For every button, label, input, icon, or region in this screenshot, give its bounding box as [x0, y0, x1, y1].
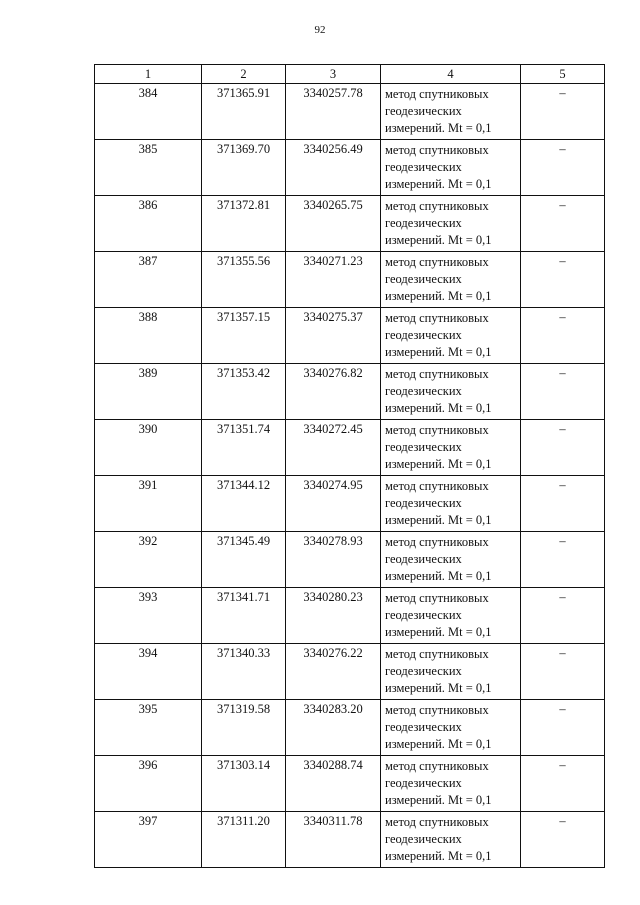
method-line: геодезических	[385, 440, 462, 454]
table-row	[95, 700, 605, 756]
y-coordinate: 3340311.78	[286, 812, 381, 868]
method-line: геодезических	[385, 496, 462, 510]
y-coordinate: 3340276.82	[286, 364, 381, 420]
method-description	[381, 252, 521, 308]
page-number: 92	[314, 24, 326, 36]
table-row	[95, 588, 605, 644]
column-header: 3	[286, 65, 381, 84]
method-line: геодезических	[385, 720, 462, 734]
y-coordinate: 3340276.22	[286, 644, 381, 700]
x-coordinate: 371345.49	[202, 532, 286, 588]
method-line: метод спутниковых	[385, 759, 489, 773]
table-row	[95, 84, 605, 140]
table-row	[95, 812, 605, 868]
table-row	[95, 532, 605, 588]
method-line: измерений. Mt = 0,1	[385, 625, 492, 639]
method-line: геодезических	[385, 384, 462, 398]
method-description	[381, 812, 521, 868]
point-number: 394	[95, 644, 202, 700]
table-row	[95, 196, 605, 252]
y-coordinate: 3340283.20	[286, 700, 381, 756]
y-coordinate: 3340257.78	[286, 84, 381, 140]
method-description	[381, 364, 521, 420]
x-coordinate: 371365.91	[202, 84, 286, 140]
method-line: метод спутниковых	[385, 143, 489, 157]
y-coordinate: 3340280.23	[286, 588, 381, 644]
y-coordinate: 3340256.49	[286, 140, 381, 196]
x-coordinate: 371319.58	[202, 700, 286, 756]
method-line: измерений. Mt = 0,1	[385, 121, 492, 135]
method-line: метод спутниковых	[385, 311, 489, 325]
note-dash: –	[521, 532, 605, 588]
method-line: метод спутниковых	[385, 647, 489, 661]
note-dash: –	[521, 588, 605, 644]
method-description	[381, 140, 521, 196]
method-description	[381, 532, 521, 588]
method-description	[381, 196, 521, 252]
method-description	[381, 644, 521, 700]
method-description	[381, 700, 521, 756]
method-line: измерений. Mt = 0,1	[385, 177, 492, 191]
method-line: геодезических	[385, 608, 462, 622]
x-coordinate: 371357.15	[202, 308, 286, 364]
table-row	[95, 252, 605, 308]
table-row	[95, 476, 605, 532]
method-line: геодезических	[385, 328, 462, 342]
x-coordinate: 371344.12	[202, 476, 286, 532]
coordinates-table	[94, 64, 605, 868]
y-coordinate: 3340274.95	[286, 476, 381, 532]
y-coordinate: 3340275.37	[286, 308, 381, 364]
x-coordinate: 371353.42	[202, 364, 286, 420]
table-header-row	[95, 65, 605, 84]
point-number: 393	[95, 588, 202, 644]
y-coordinate: 3340272.45	[286, 420, 381, 476]
method-description	[381, 420, 521, 476]
note-dash: –	[521, 140, 605, 196]
table-row	[95, 420, 605, 476]
y-coordinate: 3340265.75	[286, 196, 381, 252]
x-coordinate: 371369.70	[202, 140, 286, 196]
table-row	[95, 364, 605, 420]
x-coordinate: 371355.56	[202, 252, 286, 308]
method-line: метод спутниковых	[385, 367, 489, 381]
x-coordinate: 371341.71	[202, 588, 286, 644]
method-line: метод спутниковых	[385, 255, 489, 269]
column-header: 5	[521, 65, 605, 84]
x-coordinate: 371311.20	[202, 812, 286, 868]
note-dash: –	[521, 476, 605, 532]
method-description	[381, 84, 521, 140]
point-number: 388	[95, 308, 202, 364]
y-coordinate: 3340271.23	[286, 252, 381, 308]
method-description	[381, 476, 521, 532]
method-line: измерений. Mt = 0,1	[385, 457, 492, 471]
note-dash: –	[521, 812, 605, 868]
note-dash: –	[521, 756, 605, 812]
point-number: 390	[95, 420, 202, 476]
method-line: метод спутниковых	[385, 423, 489, 437]
y-coordinate: 3340288.74	[286, 756, 381, 812]
method-line: измерений. Mt = 0,1	[385, 737, 492, 751]
column-header: 4	[381, 65, 521, 84]
column-header: 1	[95, 65, 202, 84]
note-dash: –	[521, 644, 605, 700]
point-number: 386	[95, 196, 202, 252]
method-line: геодезических	[385, 104, 462, 118]
point-number: 397	[95, 812, 202, 868]
method-line: геодезических	[385, 832, 462, 846]
method-line: измерений. Mt = 0,1	[385, 793, 492, 807]
method-description	[381, 588, 521, 644]
table-row	[95, 756, 605, 812]
method-line: геодезических	[385, 216, 462, 230]
method-line: геодезических	[385, 776, 462, 790]
method-line: геодезических	[385, 160, 462, 174]
method-line: геодезических	[385, 552, 462, 566]
table-row	[95, 644, 605, 700]
method-line: метод спутниковых	[385, 535, 489, 549]
y-coordinate: 3340278.93	[286, 532, 381, 588]
point-number: 389	[95, 364, 202, 420]
note-dash: –	[521, 700, 605, 756]
method-line: измерений. Mt = 0,1	[385, 569, 492, 583]
x-coordinate: 371372.81	[202, 196, 286, 252]
method-line: измерений. Mt = 0,1	[385, 401, 492, 415]
x-coordinate: 371340.33	[202, 644, 286, 700]
method-line: метод спутниковых	[385, 815, 489, 829]
method-line: измерений. Mt = 0,1	[385, 513, 492, 527]
method-line: геодезических	[385, 664, 462, 678]
table-body	[95, 84, 605, 868]
method-description	[381, 308, 521, 364]
note-dash: –	[521, 308, 605, 364]
method-line: измерений. Mt = 0,1	[385, 233, 492, 247]
note-dash: –	[521, 252, 605, 308]
point-number: 384	[95, 84, 202, 140]
point-number: 391	[95, 476, 202, 532]
table-row	[95, 140, 605, 196]
table-row	[95, 308, 605, 364]
method-line: метод спутниковых	[385, 199, 489, 213]
point-number: 396	[95, 756, 202, 812]
point-number: 385	[95, 140, 202, 196]
note-dash: –	[521, 84, 605, 140]
method-line: метод спутниковых	[385, 87, 489, 101]
method-line: метод спутниковых	[385, 479, 489, 493]
note-dash: –	[521, 196, 605, 252]
note-dash: –	[521, 420, 605, 476]
method-line: метод спутниковых	[385, 703, 489, 717]
point-number: 392	[95, 532, 202, 588]
x-coordinate: 371351.74	[202, 420, 286, 476]
column-header: 2	[202, 65, 286, 84]
method-line: измерений. Mt = 0,1	[385, 849, 492, 863]
method-line: геодезических	[385, 272, 462, 286]
method-line: метод спутниковых	[385, 591, 489, 605]
method-line: измерений. Mt = 0,1	[385, 681, 492, 695]
x-coordinate: 371303.14	[202, 756, 286, 812]
method-line: измерений. Mt = 0,1	[385, 345, 492, 359]
point-number: 395	[95, 700, 202, 756]
method-line: измерений. Mt = 0,1	[385, 289, 492, 303]
point-number: 387	[95, 252, 202, 308]
note-dash: –	[521, 364, 605, 420]
method-description	[381, 756, 521, 812]
